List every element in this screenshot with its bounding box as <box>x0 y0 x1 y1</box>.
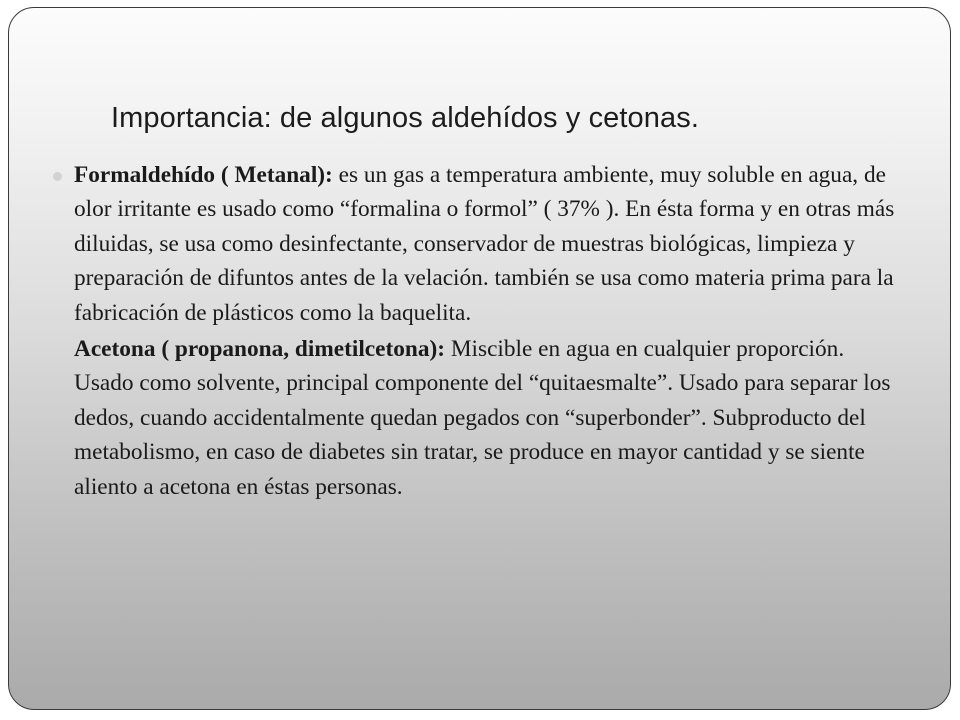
paragraph-text-formaldehido: es un gas a temperatura ambiente, muy soluble en agua, de olor irritante es usado como “formalina o formol” ( 37% ). En ésta forma y en otras más diluidas, se usa como desinfectante, conservador de muestras biológicas, limpieza y preparación de difuntos antes de la velación. también se usa como materia prima para la fabricación de plásticos como la baquelita. <box>74 162 895 326</box>
slide-title: Importancia: de algunos aldehídos y cetonas. <box>111 102 699 134</box>
term-acetona: Acetona ( propanona, dimetilcetona): <box>74 336 445 363</box>
paragraph-acetona <box>65 332 895 504</box>
bullet-icon <box>53 172 62 181</box>
paragraph-text-acetona: Miscible en agua en cualquier proporción. Usado como solvente, principal componente del “quitaesmalte”. Usado para separar los dedos, cuando accidentalmente quedan pegados con “superbonder”. Subproducto del metabolismo, en caso de diabetes sin tratar, se produce en mayor cantidad y se siente aliento a acetona en éstas personas. <box>74 336 891 500</box>
term-formaldehido: Formaldehído ( Metanal): <box>74 162 333 188</box>
slide-body <box>65 158 895 506</box>
paragraph-formaldehido <box>65 158 895 330</box>
slide-frame <box>8 7 951 710</box>
